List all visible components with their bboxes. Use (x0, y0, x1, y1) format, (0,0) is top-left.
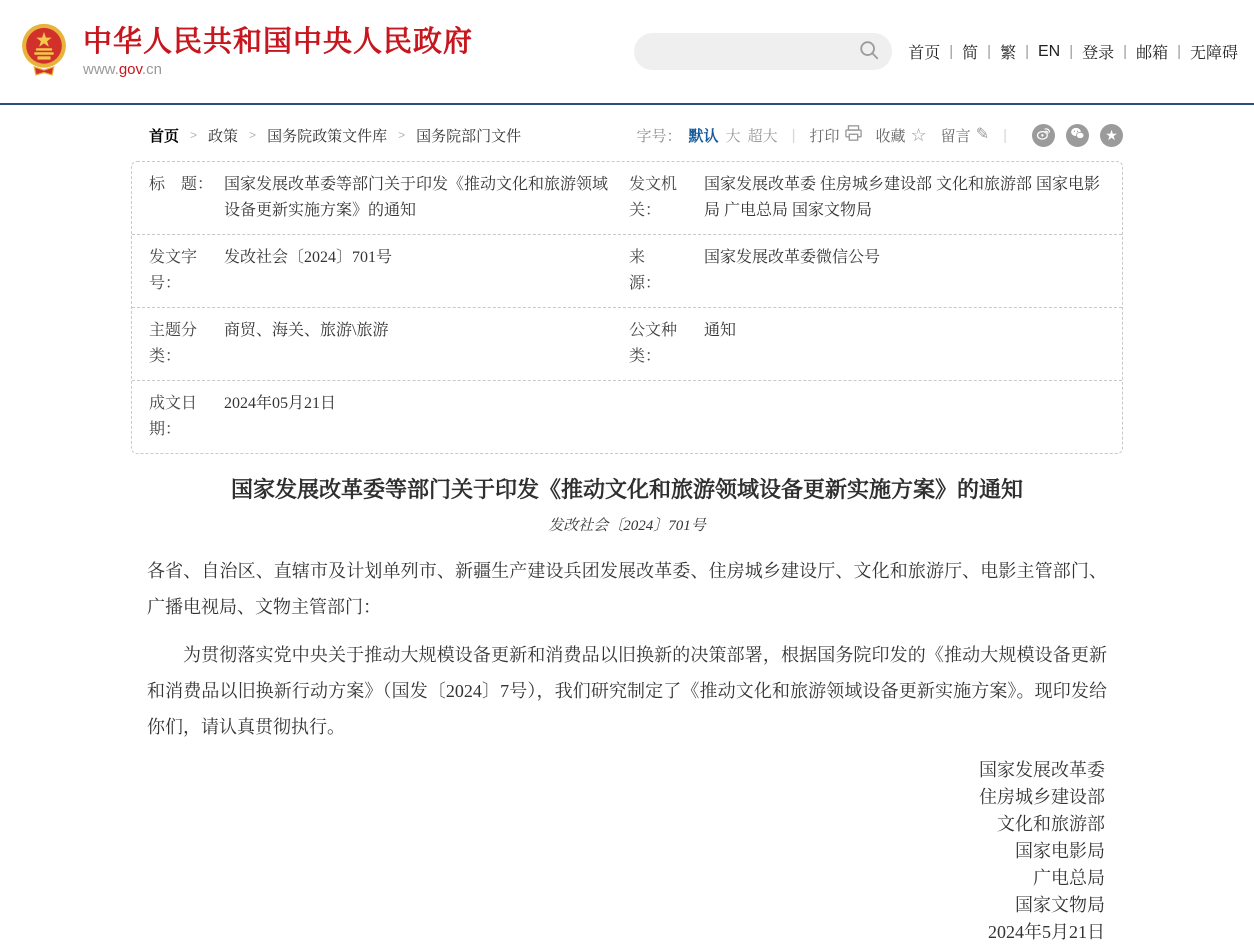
toolbar-divider: | (791, 126, 796, 144)
chevron-right-icon: > (249, 128, 257, 142)
meta-value-doc-type: 通知 (704, 322, 737, 339)
meta-cell-source (629, 245, 1122, 297)
meta-row-docno-source (132, 235, 1122, 308)
site-title: 中华人民共和国中央人民政府 (83, 25, 474, 58)
font-size-label: 字号： (636, 127, 682, 145)
meta-value-topic-category: 商贸、海关、旅游\旅游 (224, 322, 389, 339)
meta-value-written-date: 2024年05月21日 (224, 395, 337, 412)
chevron-right-icon: > (190, 128, 198, 142)
signature-line: 国家发展改革委 (979, 760, 1105, 780)
meta-label-written-date: 成文日期： (149, 395, 198, 438)
signature-line: 广电总局 (1033, 868, 1105, 888)
wechat-icon (1070, 126, 1085, 145)
top-nav (908, 40, 1238, 63)
meta-label-source: 来 源： (629, 249, 678, 292)
print-label: 打印 (809, 127, 840, 145)
weibo-icon (1036, 126, 1051, 145)
meta-value-issuing-agency: 国家发展改革委 住房城乡建设部 文化和旅游部 国家电影局 广电总局 国家文物局 (704, 176, 1101, 219)
meta-cell-title (132, 172, 629, 224)
meta-label-topic-category: 主题分类： (149, 322, 198, 365)
article-title: 国家发展改革委等部门关于印发《推动文化和旅游领域设备更新实施方案》的通知 (230, 477, 1023, 502)
breadcrumb-department-documents[interactable]: 国务院部门文件 (416, 127, 522, 145)
nav-separator: | (949, 43, 954, 60)
header-right (634, 33, 1238, 70)
article-paragraph-recipients: 各省、自治区、直辖市及计划单列市、新疆生产建设兵团发展改革委、住房城乡建设厅、文化和旅游厅、电影主管部门、广播电视局、文物主管部门： (147, 561, 1107, 617)
share-qzone-button[interactable] (1100, 124, 1123, 147)
meta-row-category-type (132, 308, 1122, 381)
share-wechat-button[interactable] (1066, 124, 1089, 147)
signature-line: 住房城乡建设部 (979, 787, 1105, 807)
chevron-right-icon: > (398, 128, 406, 142)
article (131, 476, 1123, 946)
nav-link-login[interactable]: 登录 (1082, 45, 1115, 62)
font-size-large-button[interactable]: 大 (725, 127, 741, 145)
favorite-button[interactable] (876, 125, 927, 146)
signature-line: 国家电影局 (1015, 841, 1105, 861)
meta-cell-empty (629, 391, 1122, 443)
site-url-gov: gov (118, 60, 142, 78)
breadcrumb (131, 125, 521, 146)
breadcrumb-toolbar-row (131, 123, 1123, 147)
comment-label: 留言 (940, 127, 971, 145)
article-doc-number: 发改社会〔2024〕701号 (548, 518, 706, 534)
nav-link-accessibility[interactable]: 无障碍 (1189, 45, 1238, 62)
nav-link-traditional[interactable]: 繁 (1000, 45, 1017, 62)
nav-separator: | (1025, 43, 1029, 60)
meta-row-title-agency (132, 162, 1122, 235)
breadcrumb-home[interactable]: 首页 (149, 127, 180, 145)
search-input[interactable] (650, 43, 858, 60)
pencil-icon: ✎ (975, 126, 990, 143)
site-url-suffix: .cn (141, 60, 162, 78)
nav-separator: | (987, 43, 992, 60)
meta-value-source: 国家发展改革委微信公号 (704, 249, 881, 266)
search-button[interactable] (858, 39, 880, 64)
national-emblem-icon (18, 21, 70, 82)
font-size-default-button[interactable]: 默认 (688, 127, 719, 145)
site-url-prefix: www. (83, 60, 119, 78)
favorite-label: 收藏 (875, 127, 906, 145)
breadcrumb-policy[interactable]: 政策 (208, 127, 239, 145)
search-icon (858, 39, 880, 64)
signature-line: 文化和旅游部 (997, 814, 1105, 834)
signature-line: 国家文物局 (1015, 895, 1105, 915)
site-header (0, 0, 1254, 105)
meta-value-doc-number: 发改社会〔2024〕701号 (224, 249, 393, 266)
nav-separator: | (1069, 43, 1074, 60)
qzone-star-icon: ★ (1105, 127, 1118, 143)
meta-value-title: 国家发展改革委等部门关于印发《推动文化和旅游领域设备更新实施方案》的通知 (224, 176, 609, 219)
print-button[interactable] (810, 125, 862, 146)
toolbar-divider: | (1003, 126, 1007, 144)
signature-date: 2024年5月21日 (988, 922, 1105, 942)
printer-icon (845, 125, 862, 145)
nav-separator: | (1177, 43, 1181, 60)
site-url[interactable] (83, 61, 473, 78)
meta-cell-topic-category (132, 318, 629, 370)
meta-label-doc-type: 公文种类： (629, 322, 678, 365)
signature-block (131, 757, 1123, 946)
comment-button[interactable] (941, 125, 989, 146)
meta-label-doc-number: 发文字号： (149, 249, 198, 292)
page-tools (637, 124, 1123, 147)
meta-row-date (132, 381, 1122, 453)
nav-link-english[interactable]: EN (1038, 42, 1061, 60)
site-logo-link[interactable] (18, 21, 473, 82)
search-box[interactable] (634, 33, 892, 70)
meta-cell-doc-number (132, 245, 629, 297)
nav-separator: | (1123, 43, 1128, 60)
nav-link-mail[interactable]: 邮箱 (1136, 45, 1169, 62)
meta-cell-doc-type (629, 318, 1122, 370)
article-paragraph-body: 为贯彻落实党中央关于推动大规模设备更新和消费品以旧换新的决策部署，根据国务院印发的《推动大规模设备更新和消费品以旧换新行动方案》（国发〔2024〕7号），我们研究制定了《推动文化和旅游领域设备更新实施方案》。现印发给你们，请认真贯彻执行。 (147, 645, 1107, 737)
meta-label-issuing-agency: 发文机关： (629, 176, 678, 219)
share-weibo-button[interactable] (1032, 124, 1055, 147)
meta-label-title: 标 题： (149, 176, 214, 193)
breadcrumb-policy-library[interactable]: 国务院政策文件库 (267, 127, 388, 145)
font-size-xlarge-button[interactable]: 超大 (747, 127, 778, 145)
meta-cell-issuing-agency (629, 172, 1122, 224)
nav-link-simplified[interactable]: 简 (962, 45, 979, 62)
document-meta-table (131, 161, 1123, 454)
meta-cell-written-date (132, 391, 629, 443)
star-icon: ☆ (910, 125, 927, 145)
nav-link-home[interactable]: 首页 (908, 45, 941, 62)
